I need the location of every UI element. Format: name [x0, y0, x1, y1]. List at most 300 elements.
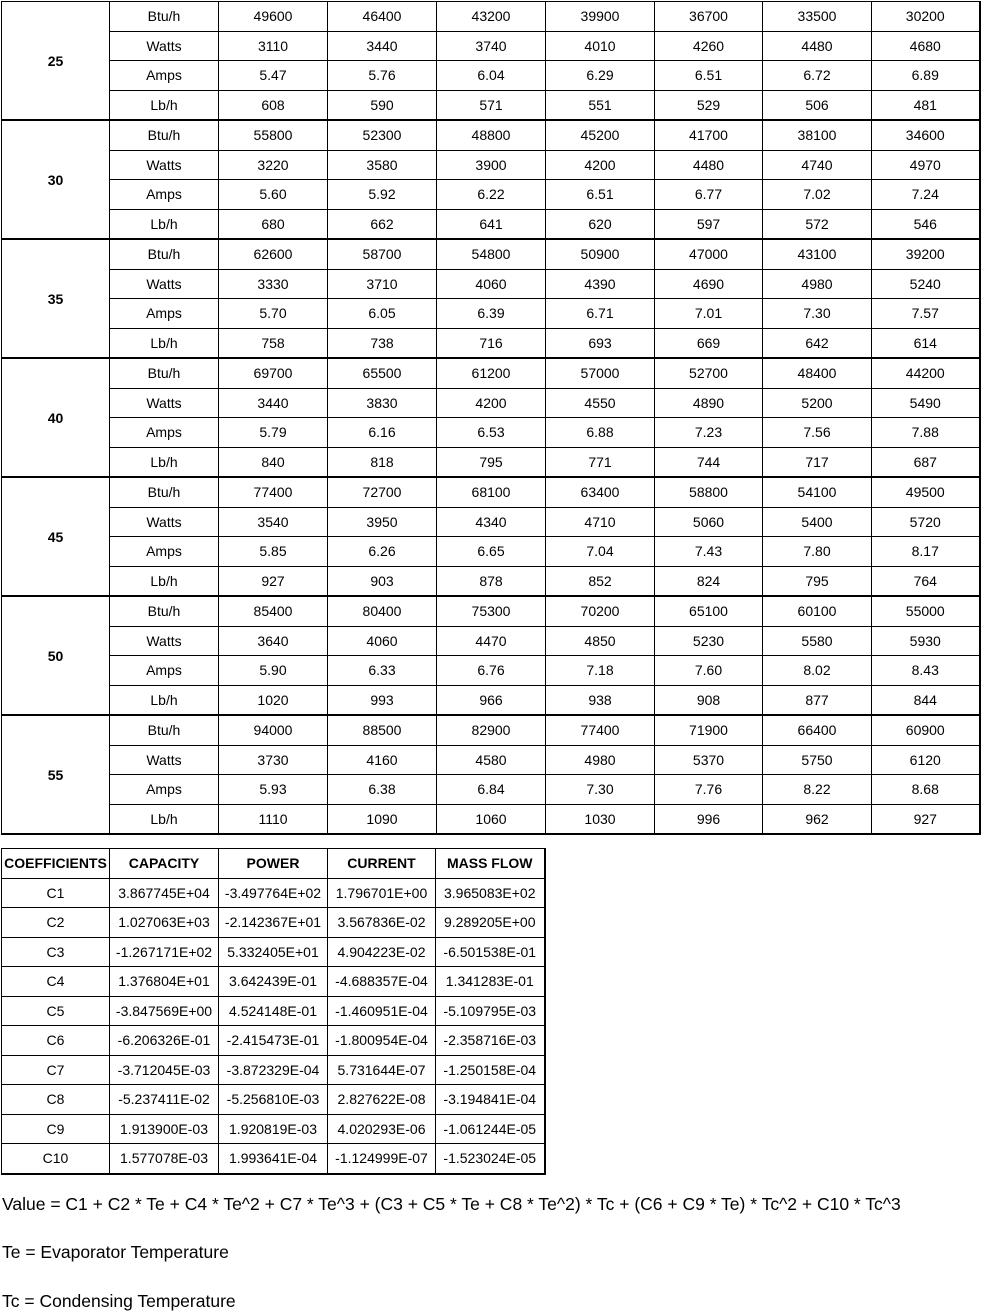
- value-cell: 6.38: [328, 775, 437, 805]
- coefficient-value-cell: -1.267171E+02: [110, 937, 219, 967]
- value-cell: 758: [219, 328, 328, 358]
- value-cell: 597: [655, 209, 763, 239]
- value-cell: 7.88: [872, 418, 980, 448]
- table-row: [2, 299, 980, 329]
- value-cell: 63400: [546, 477, 655, 507]
- temperature-group: [2, 2, 980, 121]
- value-cell: 908: [655, 685, 763, 715]
- temperature-group: [2, 715, 980, 834]
- value-cell: 30200: [872, 2, 980, 32]
- coefficient-name-cell: C4: [2, 967, 110, 997]
- value-cell: 77400: [219, 477, 328, 507]
- value-cell: 7.60: [655, 656, 763, 686]
- coefficients-column-header: COEFFICIENTS: [2, 849, 110, 879]
- coefficient-value-cell: 1.341283E-01: [436, 967, 545, 997]
- value-cell: 44200: [872, 358, 980, 388]
- value-cell: 5.85: [219, 537, 328, 567]
- value-cell: 4470: [437, 626, 546, 656]
- value-cell: 34600: [872, 120, 980, 150]
- value-cell: 662: [328, 209, 437, 239]
- unit-label-cell: Watts: [110, 31, 219, 61]
- value-cell: 4710: [546, 507, 655, 537]
- value-cell: 641: [437, 209, 546, 239]
- coefficient-value-cell: -3.872329E-04: [219, 1055, 328, 1085]
- temperature-group: [2, 358, 980, 477]
- value-cell: 46400: [328, 2, 437, 32]
- table-row: [2, 715, 980, 745]
- value-cell: 4980: [546, 745, 655, 775]
- coefficient-value-cell: -2.358716E-03: [436, 1026, 545, 1056]
- value-cell: 6.77: [655, 180, 763, 210]
- value-cell: 4060: [437, 269, 546, 299]
- coefficient-value-cell: 4.020293E-06: [328, 1114, 436, 1144]
- value-cell: 927: [219, 566, 328, 596]
- value-cell: 6.51: [546, 180, 655, 210]
- unit-label-cell: Amps: [110, 656, 219, 686]
- unit-label-cell: Amps: [110, 299, 219, 329]
- value-cell: 506: [763, 90, 872, 120]
- value-cell: 55800: [219, 120, 328, 150]
- value-cell: 5.93: [219, 775, 328, 805]
- value-cell: 693: [546, 328, 655, 358]
- value-cell: 6.53: [437, 418, 546, 448]
- coefficient-value-cell: 1.577078E-03: [110, 1144, 219, 1174]
- value-cell: 62600: [219, 239, 328, 269]
- value-cell: 7.18: [546, 656, 655, 686]
- value-cell: 1020: [219, 685, 328, 715]
- coefficient-value-cell: -4.688357E-04: [328, 967, 436, 997]
- value-cell: 4200: [546, 150, 655, 180]
- value-cell: 938: [546, 685, 655, 715]
- value-cell: 3830: [328, 388, 437, 418]
- performance-table: [1, 1, 981, 835]
- value-cell: 927: [872, 804, 980, 834]
- table-row: [2, 745, 980, 775]
- value-cell: 50900: [546, 239, 655, 269]
- value-cell: 966: [437, 685, 546, 715]
- unit-label-cell: Amps: [110, 775, 219, 805]
- value-cell: 4680: [872, 31, 980, 61]
- coefficient-value-cell: 1.027063E+03: [110, 908, 219, 938]
- coefficient-name-cell: C10: [2, 1144, 110, 1174]
- coefficient-row: [2, 996, 545, 1026]
- unit-label-cell: Watts: [110, 745, 219, 775]
- value-cell: 3440: [328, 31, 437, 61]
- value-cell: 5060: [655, 507, 763, 537]
- value-cell: 795: [763, 566, 872, 596]
- coefficient-row: [2, 1114, 545, 1144]
- value-cell: 94000: [219, 715, 328, 745]
- value-cell: 7.80: [763, 537, 872, 567]
- value-cell: 58800: [655, 477, 763, 507]
- unit-label-cell: Watts: [110, 507, 219, 537]
- value-cell: 47000: [655, 239, 763, 269]
- value-cell: 6.16: [328, 418, 437, 448]
- value-cell: 6.51: [655, 61, 763, 91]
- value-cell: 4480: [655, 150, 763, 180]
- table-row: [2, 804, 980, 834]
- coefficient-value-cell: -5.256810E-03: [219, 1085, 328, 1115]
- table-row: [2, 537, 980, 567]
- value-cell: 4850: [546, 626, 655, 656]
- value-cell: 878: [437, 566, 546, 596]
- coefficient-value-cell: -5.109795E-03: [436, 996, 545, 1026]
- value-cell: 6.72: [763, 61, 872, 91]
- coefficient-row: [2, 967, 545, 997]
- value-cell: 4580: [437, 745, 546, 775]
- value-cell: 3220: [219, 150, 328, 180]
- unit-label-cell: Amps: [110, 180, 219, 210]
- value-cell: 41700: [655, 120, 763, 150]
- unit-label-cell: Lb/h: [110, 804, 219, 834]
- value-cell: 3740: [437, 31, 546, 61]
- value-cell: 6.76: [437, 656, 546, 686]
- coefficient-value-cell: 5.731644E-07: [328, 1055, 436, 1085]
- value-cell: 818: [328, 447, 437, 477]
- value-cell: 8.68: [872, 775, 980, 805]
- coefficient-name-cell: C1: [2, 878, 110, 908]
- coefficients-table: [1, 848, 546, 1175]
- value-cell: 3440: [219, 388, 328, 418]
- coefficient-value-cell: -5.237411E-02: [110, 1085, 219, 1115]
- value-cell: 60100: [763, 596, 872, 626]
- value-cell: 52300: [328, 120, 437, 150]
- coefficient-value-cell: 9.289205E+00: [436, 908, 545, 938]
- value-cell: 716: [437, 328, 546, 358]
- value-cell: 71900: [655, 715, 763, 745]
- coefficient-value-cell: 1.920819E-03: [219, 1114, 328, 1144]
- value-cell: 5240: [872, 269, 980, 299]
- value-cell: 6.04: [437, 61, 546, 91]
- value-cell: 70200: [546, 596, 655, 626]
- value-cell: 6.22: [437, 180, 546, 210]
- value-cell: 620: [546, 209, 655, 239]
- value-cell: 33500: [763, 2, 872, 32]
- value-cell: 962: [763, 804, 872, 834]
- temperature-cell: 50: [2, 596, 110, 715]
- value-cell: 49600: [219, 2, 328, 32]
- coefficients-column-header: CURRENT: [328, 849, 436, 879]
- coefficient-value-cell: 1.913900E-03: [110, 1114, 219, 1144]
- table-row: [2, 2, 980, 32]
- value-cell: 80400: [328, 596, 437, 626]
- value-cell: 3110: [219, 31, 328, 61]
- coefficient-value-cell: -1.124999E-07: [328, 1144, 436, 1174]
- table-row: [2, 566, 980, 596]
- temperature-cell: 35: [2, 239, 110, 358]
- value-cell: 764: [872, 566, 980, 596]
- value-cell: 4260: [655, 31, 763, 61]
- coefficient-value-cell: 1.796701E+00: [328, 878, 436, 908]
- value-cell: 5200: [763, 388, 872, 418]
- value-cell: 60900: [872, 715, 980, 745]
- unit-label-cell: Lb/h: [110, 685, 219, 715]
- value-cell: 61200: [437, 358, 546, 388]
- value-cell: 55000: [872, 596, 980, 626]
- value-cell: 4690: [655, 269, 763, 299]
- table-row: [2, 61, 980, 91]
- value-cell: 4550: [546, 388, 655, 418]
- coefficients-column-header: CAPACITY: [110, 849, 219, 879]
- table-row: [2, 656, 980, 686]
- te-definition: Te = Evaporator Temperature: [2, 1242, 229, 1262]
- value-cell: 4480: [763, 31, 872, 61]
- unit-label-cell: Lb/h: [110, 328, 219, 358]
- value-cell: 4740: [763, 150, 872, 180]
- value-cell: 3540: [219, 507, 328, 537]
- table-row: [2, 269, 980, 299]
- unit-label-cell: Lb/h: [110, 447, 219, 477]
- coefficient-name-cell: C9: [2, 1114, 110, 1144]
- coefficient-value-cell: 1.993641E-04: [219, 1144, 328, 1174]
- coefficient-name-cell: C2: [2, 908, 110, 938]
- value-cell: 7.23: [655, 418, 763, 448]
- value-cell: 844: [872, 685, 980, 715]
- coefficient-name-cell: C8: [2, 1085, 110, 1115]
- value-cell: 1090: [328, 804, 437, 834]
- value-cell: 795: [437, 447, 546, 477]
- coefficient-value-cell: -6.206326E-01: [110, 1026, 219, 1056]
- value-cell: 608: [219, 90, 328, 120]
- value-cell: 54800: [437, 239, 546, 269]
- value-cell: 6.39: [437, 299, 546, 329]
- value-cell: 39900: [546, 2, 655, 32]
- value-cell: 6.33: [328, 656, 437, 686]
- coefficient-row: [2, 878, 545, 908]
- value-cell: 687: [872, 447, 980, 477]
- table-row: [2, 596, 980, 626]
- unit-label-cell: Watts: [110, 388, 219, 418]
- value-cell: 48400: [763, 358, 872, 388]
- coefficient-value-cell: -1.800954E-04: [328, 1026, 436, 1056]
- formula-text: Value = C1 + C2 * Te + C4 * Te^2 + C7 * Te^3 + (C3 + C5 * Te + C8 * Te^2) * Tc + (C6 + C9 * Te) * Tc^2 + C10 * Tc^3: [2, 1194, 901, 1214]
- value-cell: 43100: [763, 239, 872, 269]
- unit-label-cell: Btu/h: [110, 715, 219, 745]
- value-cell: 5.47: [219, 61, 328, 91]
- table-row: [2, 418, 980, 448]
- value-cell: 52700: [655, 358, 763, 388]
- coefficient-row: [2, 1085, 545, 1115]
- value-cell: 4010: [546, 31, 655, 61]
- table-row: [2, 358, 980, 388]
- unit-label-cell: Watts: [110, 150, 219, 180]
- coefficient-row: [2, 908, 545, 938]
- coefficient-value-cell: 1.376804E+01: [110, 967, 219, 997]
- coefficient-value-cell: 3.867745E+04: [110, 878, 219, 908]
- coefficient-value-cell: 2.827622E-08: [328, 1085, 436, 1115]
- coefficient-value-cell: -2.415473E-01: [219, 1026, 328, 1056]
- table-row: [2, 180, 980, 210]
- unit-label-cell: Amps: [110, 537, 219, 567]
- value-cell: 4340: [437, 507, 546, 537]
- coefficients-header-row: [2, 849, 545, 879]
- value-cell: 49500: [872, 477, 980, 507]
- value-cell: 6.88: [546, 418, 655, 448]
- value-cell: 68100: [437, 477, 546, 507]
- value-cell: 3950: [328, 507, 437, 537]
- coefficient-value-cell: -3.194841E-04: [436, 1085, 545, 1115]
- table-row: [2, 239, 980, 269]
- unit-label-cell: Btu/h: [110, 358, 219, 388]
- value-cell: 7.04: [546, 537, 655, 567]
- value-cell: 8.43: [872, 656, 980, 686]
- unit-label-cell: Btu/h: [110, 239, 219, 269]
- value-cell: 45200: [546, 120, 655, 150]
- temperature-group: [2, 477, 980, 596]
- temperature-cell: 55: [2, 715, 110, 834]
- value-cell: 5.76: [328, 61, 437, 91]
- coefficient-value-cell: -6.501538E-01: [436, 937, 545, 967]
- value-cell: 8.22: [763, 775, 872, 805]
- value-cell: 669: [655, 328, 763, 358]
- table-row: [2, 31, 980, 61]
- value-cell: 529: [655, 90, 763, 120]
- value-cell: 7.30: [763, 299, 872, 329]
- value-cell: 5370: [655, 745, 763, 775]
- value-cell: 744: [655, 447, 763, 477]
- table-row: [2, 209, 980, 239]
- value-cell: 4060: [328, 626, 437, 656]
- value-cell: 75300: [437, 596, 546, 626]
- value-cell: 6.89: [872, 61, 980, 91]
- temperature-group: [2, 239, 980, 358]
- value-cell: 65500: [328, 358, 437, 388]
- coefficient-value-cell: 3.567836E-02: [328, 908, 436, 938]
- value-cell: 4390: [546, 269, 655, 299]
- unit-label-cell: Lb/h: [110, 566, 219, 596]
- value-cell: 5.60: [219, 180, 328, 210]
- unit-label-cell: Lb/h: [110, 209, 219, 239]
- value-cell: 590: [328, 90, 437, 120]
- coefficient-row: [2, 1144, 545, 1174]
- value-cell: 1110: [219, 804, 328, 834]
- value-cell: 66400: [763, 715, 872, 745]
- table-row: [2, 447, 980, 477]
- value-cell: 69700: [219, 358, 328, 388]
- table-row: [2, 685, 980, 715]
- value-cell: 39200: [872, 239, 980, 269]
- table-row: [2, 626, 980, 656]
- value-cell: 1030: [546, 804, 655, 834]
- coefficient-value-cell: -3.847569E+00: [110, 996, 219, 1026]
- value-cell: 43200: [437, 2, 546, 32]
- value-cell: 5.90: [219, 656, 328, 686]
- value-cell: 1060: [437, 804, 546, 834]
- temperature-cell: 30: [2, 120, 110, 239]
- coefficient-name-cell: C5: [2, 996, 110, 1026]
- value-cell: 3710: [328, 269, 437, 299]
- value-cell: 5580: [763, 626, 872, 656]
- value-cell: 3730: [219, 745, 328, 775]
- value-cell: 54100: [763, 477, 872, 507]
- table-row: [2, 477, 980, 507]
- value-cell: 6.26: [328, 537, 437, 567]
- value-cell: 7.30: [546, 775, 655, 805]
- value-cell: 4980: [763, 269, 872, 299]
- table-row: [2, 388, 980, 418]
- value-cell: 771: [546, 447, 655, 477]
- unit-label-cell: Watts: [110, 269, 219, 299]
- value-cell: 5.79: [219, 418, 328, 448]
- temperature-group: [2, 120, 980, 239]
- value-cell: 3900: [437, 150, 546, 180]
- value-cell: 680: [219, 209, 328, 239]
- coefficient-value-cell: -1.250158E-04: [436, 1055, 545, 1085]
- value-cell: 6.71: [546, 299, 655, 329]
- value-cell: 5400: [763, 507, 872, 537]
- value-cell: 77400: [546, 715, 655, 745]
- value-cell: 48800: [437, 120, 546, 150]
- coefficient-name-cell: C3: [2, 937, 110, 967]
- temperature-cell: 40: [2, 358, 110, 477]
- coefficient-value-cell: -1.460951E-04: [328, 996, 436, 1026]
- coefficient-value-cell: -1.061244E-05: [436, 1114, 545, 1144]
- value-cell: 8.17: [872, 537, 980, 567]
- value-cell: 5230: [655, 626, 763, 656]
- coefficient-value-cell: 5.332405E+01: [219, 937, 328, 967]
- value-cell: 996: [655, 804, 763, 834]
- temperature-cell: 45: [2, 477, 110, 596]
- value-cell: 5720: [872, 507, 980, 537]
- coefficient-name-cell: C7: [2, 1055, 110, 1085]
- value-cell: 614: [872, 328, 980, 358]
- tc-definition: Tc = Condensing Temperature: [2, 1291, 236, 1311]
- value-cell: 903: [328, 566, 437, 596]
- value-cell: 6120: [872, 745, 980, 775]
- unit-label-cell: Amps: [110, 418, 219, 448]
- unit-label-cell: Btu/h: [110, 477, 219, 507]
- value-cell: 5.70: [219, 299, 328, 329]
- value-cell: 85400: [219, 596, 328, 626]
- value-cell: 5930: [872, 626, 980, 656]
- value-cell: 642: [763, 328, 872, 358]
- value-cell: 7.24: [872, 180, 980, 210]
- value-cell: 6.84: [437, 775, 546, 805]
- value-cell: 546: [872, 209, 980, 239]
- unit-label-cell: Btu/h: [110, 596, 219, 626]
- coefficient-value-cell: -3.712045E-03: [110, 1055, 219, 1085]
- value-cell: 72700: [328, 477, 437, 507]
- coefficient-value-cell: 3.965083E+02: [436, 878, 545, 908]
- value-cell: 4160: [328, 745, 437, 775]
- coefficient-name-cell: C6: [2, 1026, 110, 1056]
- value-cell: 551: [546, 90, 655, 120]
- value-cell: 57000: [546, 358, 655, 388]
- value-cell: 572: [763, 209, 872, 239]
- value-cell: 36700: [655, 2, 763, 32]
- value-cell: 7.76: [655, 775, 763, 805]
- coefficients-column-header: POWER: [219, 849, 328, 879]
- value-cell: 571: [437, 90, 546, 120]
- value-cell: 8.02: [763, 656, 872, 686]
- value-cell: 6.65: [437, 537, 546, 567]
- unit-label-cell: Lb/h: [110, 90, 219, 120]
- coefficient-value-cell: -1.523024E-05: [436, 1144, 545, 1174]
- value-cell: 5750: [763, 745, 872, 775]
- value-cell: 38100: [763, 120, 872, 150]
- coefficient-row: [2, 937, 545, 967]
- value-cell: 7.01: [655, 299, 763, 329]
- value-cell: 738: [328, 328, 437, 358]
- value-cell: 993: [328, 685, 437, 715]
- value-cell: 7.02: [763, 180, 872, 210]
- value-cell: 6.29: [546, 61, 655, 91]
- value-cell: 58700: [328, 239, 437, 269]
- table-row: [2, 150, 980, 180]
- coefficient-value-cell: 4.524148E-01: [219, 996, 328, 1026]
- coefficient-value-cell: 3.642439E-01: [219, 967, 328, 997]
- value-cell: 7.56: [763, 418, 872, 448]
